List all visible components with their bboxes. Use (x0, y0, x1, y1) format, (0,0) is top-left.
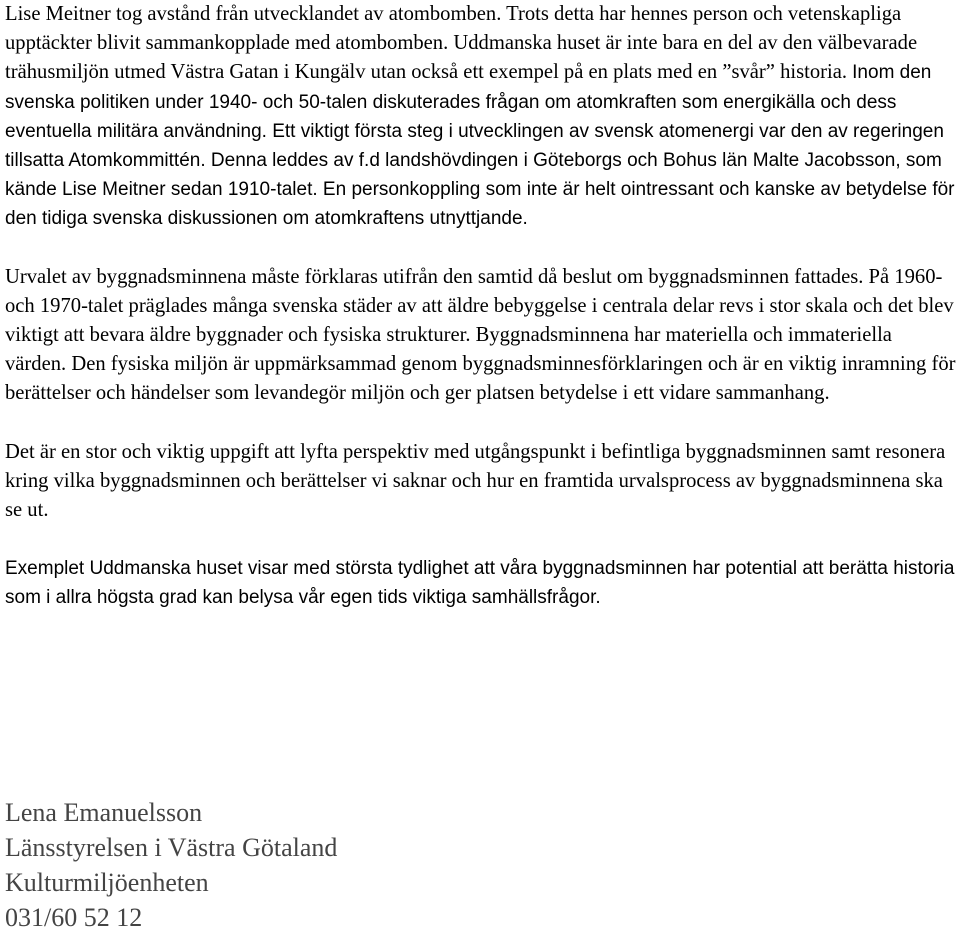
paragraph-3-text: Det är en stor och viktig uppgift att lyfta perspektiv med utgångspunkt i befintliga byggnadsminnen samt resonera kring vilka byggnadsminnen och berättelser vi saknar och hur en framtida urvalsprocess av byggnadsminnena ska se ut. (5, 440, 946, 522)
paragraph-2 (5, 263, 957, 409)
author-phone: 031/60 52 12 (5, 903, 143, 932)
paragraph-2-text: Urvalet av byggnadsminnena måste förklaras utifrån den samtid då beslut om byggnadsminnen fattades. På 1960- och 1970-talet präglades många svenska städer av att äldre bebyggelse i centrala delar revs i stor skala och det blev viktigt att bevara äldre byggnader och fysiska strukturer. Byggnadsminnena har materiella och immateriella värden. Den fysiska miljön är uppmärksammad genom byggnadsminnesförklaringen och är en viktig inramning för berättelser och händelser som levandegör miljön och ger platsen betydelse i ett vidare sammanhang. (5, 265, 956, 405)
author-organization: Länsstyrelsen i Västra Götaland (5, 833, 338, 862)
document-body (5, 0, 957, 613)
author-name: Lena Emanuelsson (5, 798, 203, 827)
paragraph-1 (5, 0, 957, 234)
signature-block (5, 795, 337, 935)
paragraph-1-politics: Inom den svenska politiken under 1940- och 50-talen diskuterades frågan om atomkraften som energikälla och dess eventuella militära användning. Ett viktigt första steg i utvecklingen av svensk atomenergi var den av regeringen tillsatta Atomkommittén. Denna leddes av f.d landshövdingen i Göteborgs och Bohus län Malte Jacobsson, som kände Lise Meitner sedan 1910-talet. En personkoppling som inte är helt ointressant och kanske av betydelse för den tidiga svenska diskussionen om atomkraftens utnyttjande. (5, 62, 955, 230)
paragraph-3 (5, 438, 957, 526)
paragraph-4 (5, 554, 957, 612)
paragraph-1-intro: Lise Meitner tog avstånd från utvecklandet av atombomben. Trots detta har hennes person och vetenskapliga upptäckter blivit sammankopplade med atombomben. Uddmanska huset är inte bara en del av den välbevarade trähusmiljön utmed Västra Gatan i Kungälv utan också ett exempel på en plats med en ”svår” historia. (5, 3, 918, 84)
paragraph-4-text: Exemplet Uddmanska huset visar med största tydlighet att våra byggnadsminnen har potential att berätta historia som i allra högsta grad kan belysa vår egen tids viktiga samhällsfrågor. (5, 558, 955, 609)
author-unit: Kulturmiljöenheten (5, 868, 209, 897)
